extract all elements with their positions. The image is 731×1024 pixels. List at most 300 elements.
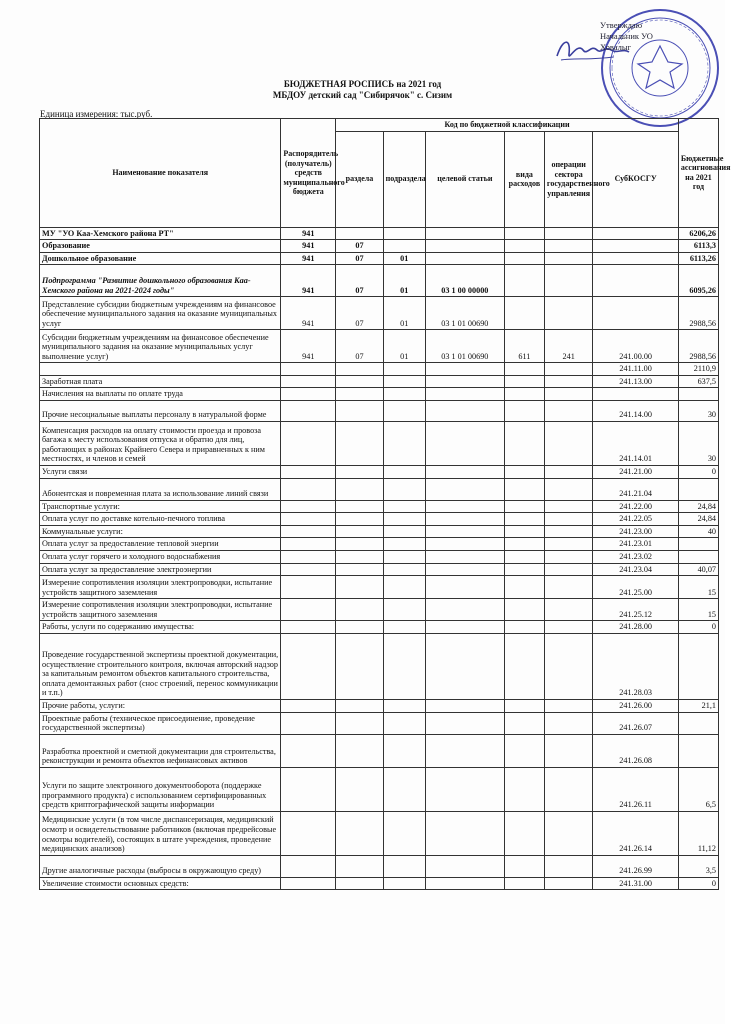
row-expense-type [504, 478, 544, 500]
row-name: Образование [40, 240, 281, 253]
row-name: МУ "УО Каа-Хемского района РТ" [40, 227, 281, 240]
row-target [425, 227, 504, 240]
row-subsection [383, 576, 425, 599]
row-amount: 3,5 [678, 855, 718, 877]
row-kosgu: 241.25.12 [593, 599, 678, 621]
row-kosgu: 241.13.00 [593, 375, 678, 388]
row-subsection [383, 700, 425, 713]
row-operation [544, 599, 592, 621]
row-name: Субсидии бюджетным учреждениям на финансовое обеспечение муниципального задания на оказание муниципальных услуг выполнение услуг) [40, 330, 281, 363]
row-manager [281, 621, 336, 634]
row-subsection [383, 375, 425, 388]
row-subsection [383, 712, 425, 734]
row-amount [678, 538, 718, 551]
row-expense-type [504, 265, 544, 297]
row-amount: 30 [678, 422, 718, 466]
row-manager: 941 [281, 240, 336, 253]
row-target [425, 811, 504, 855]
row-kosgu: 241.23.00 [593, 525, 678, 538]
row-amount: 2110,9 [678, 363, 718, 376]
row-name: Заработная плата [40, 375, 281, 388]
row-operation [544, 466, 592, 479]
row-kosgu: 241.26.08 [593, 734, 678, 767]
row-operation [544, 227, 592, 240]
row-subsection [383, 599, 425, 621]
row-amount: 2988,56 [678, 330, 718, 363]
row-target [425, 513, 504, 526]
row-kosgu: 241.23.01 [593, 538, 678, 551]
row-section [336, 811, 383, 855]
row-amount: 2988,56 [678, 297, 718, 330]
row-operation [544, 767, 592, 811]
row-expense-type [504, 525, 544, 538]
table-row [40, 551, 719, 564]
header-target: целевой статьи [425, 131, 504, 227]
row-subsection: 01 [383, 265, 425, 297]
row-manager [281, 513, 336, 526]
row-manager [281, 877, 336, 890]
row-section [336, 422, 383, 466]
table-row [40, 297, 719, 330]
row-name: Транспортные услуги: [40, 500, 281, 513]
table-row [40, 712, 719, 734]
row-kosgu: 241.26.14 [593, 811, 678, 855]
row-name: Работы, услуги по содержанию имущества: [40, 621, 281, 634]
row-subsection [383, 466, 425, 479]
row-operation [544, 855, 592, 877]
table-row [40, 599, 719, 621]
row-manager [281, 551, 336, 564]
row-name: Абонентская и повременная плата за использование линий связи [40, 478, 281, 500]
table-row [40, 401, 719, 422]
row-name: Измерение сопротивления изоляции электропроводки, испытание устройств защитного заземления [40, 599, 281, 621]
row-operation [544, 388, 592, 401]
table-row [40, 240, 719, 253]
row-operation [544, 297, 592, 330]
row-target [425, 576, 504, 599]
row-section [336, 734, 383, 767]
table-row [40, 478, 719, 500]
row-expense-type [504, 621, 544, 634]
row-target [425, 500, 504, 513]
header-section: раздела [336, 131, 383, 227]
row-name: Компенсация расходов на оплату стоимости проезда и провоза багажа к месту использования отпуска и обратно для лиц, работающих в районах Крайнего Севера и приравненных к ним местностях, и членов и семей [40, 422, 281, 466]
row-expense-type [504, 252, 544, 265]
row-kosgu: 241.23.04 [593, 563, 678, 576]
row-manager [281, 401, 336, 422]
table-row [40, 388, 719, 401]
row-operation [544, 563, 592, 576]
row-operation [544, 634, 592, 700]
row-name: Другие аналогичные расходы (выбросы в окружающую среду) [40, 855, 281, 877]
row-name: Проведение государственной экспертизы проектной документации, осуществление строительного контроля, включая авторский надзор за капитальным ремонтом объектов капитального строительства, оплата демонтажных работ (снос строений, перенос коммуникации и т.п.) [40, 634, 281, 700]
row-target [425, 538, 504, 551]
row-name: Увеличение стоимости основных средств: [40, 877, 281, 890]
row-section [336, 712, 383, 734]
header-subsection: подраздела [383, 131, 425, 227]
row-subsection [383, 388, 425, 401]
row-name: Оплата услуг за предоставление тепловой энергии [40, 538, 281, 551]
table-row [40, 330, 719, 363]
row-expense-type [504, 551, 544, 564]
row-amount: 0 [678, 466, 718, 479]
row-manager [281, 700, 336, 713]
row-subsection [383, 401, 425, 422]
row-kosgu: 241.23.02 [593, 551, 678, 564]
row-kosgu [593, 252, 678, 265]
row-section: 07 [336, 297, 383, 330]
row-section: 07 [336, 252, 383, 265]
row-operation [544, 551, 592, 564]
title-line-2: МБДОУ детский сад "Сибирячок" с. Сизим [272, 90, 453, 100]
approval-position: Начальник УО [600, 31, 653, 41]
row-section: 07 [336, 265, 383, 297]
row-target [425, 767, 504, 811]
row-target [425, 363, 504, 376]
row-name: Подпрограмма "Развитие дошкольного образования Каа-Хемского района на 2021-2024 годы" [40, 265, 281, 297]
row-section [336, 634, 383, 700]
budget-rows [40, 227, 719, 890]
row-section [336, 375, 383, 388]
row-subsection [383, 538, 425, 551]
row-subsection [383, 621, 425, 634]
row-amount: 6113,3 [678, 240, 718, 253]
row-target [425, 422, 504, 466]
row-operation [544, 375, 592, 388]
row-name: Прочие несоциальные выплаты персоналу в натуральной форме [40, 401, 281, 422]
row-section [336, 478, 383, 500]
table-row [40, 855, 719, 877]
row-kosgu: 241.14.00 [593, 401, 678, 422]
row-kosgu [593, 265, 678, 297]
row-operation [544, 252, 592, 265]
row-name: Прочие работы, услуги: [40, 700, 281, 713]
row-manager [281, 363, 336, 376]
row-manager: 941 [281, 252, 336, 265]
row-name: Оплата услуг за предоставление электроэнергии [40, 563, 281, 576]
row-kosgu: 241.28.03 [593, 634, 678, 700]
table-row [40, 563, 719, 576]
row-subsection [383, 478, 425, 500]
row-expense-type [504, 363, 544, 376]
row-kosgu [593, 388, 678, 401]
row-operation [544, 240, 592, 253]
row-amount [678, 712, 718, 734]
row-section [336, 513, 383, 526]
row-target [425, 375, 504, 388]
row-subsection [383, 634, 425, 700]
unit-of-measure: Единица измерения: тыс.руб. [40, 109, 153, 119]
row-expense-type [504, 240, 544, 253]
row-target [425, 563, 504, 576]
row-operation [544, 500, 592, 513]
row-section [336, 500, 383, 513]
row-name: Представление субсидии бюджетным учреждениям на финансовое обеспечение муниципального задания на оказание муниципальных услуг [40, 297, 281, 330]
row-expense-type [504, 538, 544, 551]
row-amount: 40 [678, 525, 718, 538]
row-name [40, 363, 281, 376]
row-target [425, 634, 504, 700]
row-amount: 24,84 [678, 500, 718, 513]
row-amount: 6113,26 [678, 252, 718, 265]
row-name: Оплата услуг горячего и холодного водоснабжения [40, 551, 281, 564]
row-name: Начисления на выплаты по оплате труда [40, 388, 281, 401]
row-kosgu: 241.31.00 [593, 877, 678, 890]
row-kosgu: 241.14.01 [593, 422, 678, 466]
row-name: Проектные работы (техническое присоединение, проведение государственной экспертизы) [40, 712, 281, 734]
table-row [40, 700, 719, 713]
row-operation [544, 422, 592, 466]
row-section [336, 401, 383, 422]
header-kosgu: СубКОСГУ [593, 131, 678, 227]
table-row [40, 634, 719, 700]
row-section [336, 700, 383, 713]
table-row [40, 767, 719, 811]
row-amount [678, 478, 718, 500]
row-operation [544, 877, 592, 890]
row-name: Дошкольное образование [40, 252, 281, 265]
row-expense-type [504, 877, 544, 890]
row-kosgu: 241.22.00 [593, 500, 678, 513]
row-expense-type [504, 297, 544, 330]
table-row [40, 538, 719, 551]
row-section [336, 363, 383, 376]
row-subsection [383, 551, 425, 564]
row-manager [281, 599, 336, 621]
row-manager: 941 [281, 227, 336, 240]
row-amount [678, 551, 718, 564]
row-manager [281, 538, 336, 551]
row-expense-type [504, 767, 544, 811]
row-expense-type [504, 634, 544, 700]
row-operation [544, 734, 592, 767]
header-name: Наименование показателя [40, 119, 281, 228]
row-expense-type [504, 599, 544, 621]
row-amount: 637,5 [678, 375, 718, 388]
row-name: Разработка проектной и сметной документации для строительства, реконструкции и ремонта объектов нефинансовых активов [40, 734, 281, 767]
row-operation: 241 [544, 330, 592, 363]
row-subsection [383, 227, 425, 240]
row-manager [281, 466, 336, 479]
row-expense-type [504, 734, 544, 767]
table-row [40, 466, 719, 479]
row-target [425, 734, 504, 767]
row-section [336, 576, 383, 599]
row-kosgu: 241.00.00 [593, 330, 678, 363]
row-target [425, 877, 504, 890]
table-row [40, 525, 719, 538]
row-expense-type [504, 563, 544, 576]
approval-signer: Ховалыг [600, 42, 632, 52]
row-expense-type [504, 401, 544, 422]
table-row [40, 375, 719, 388]
row-section [336, 563, 383, 576]
row-amount: 40,07 [678, 563, 718, 576]
row-amount [678, 634, 718, 700]
row-target [425, 621, 504, 634]
row-expense-type [504, 466, 544, 479]
table-row [40, 422, 719, 466]
row-manager: 941 [281, 297, 336, 330]
row-manager: 941 [281, 330, 336, 363]
row-manager [281, 563, 336, 576]
row-kosgu [593, 240, 678, 253]
header-expense-type: вида расходов [504, 131, 544, 227]
row-manager [281, 576, 336, 599]
table-row [40, 576, 719, 599]
row-amount: 6206,26 [678, 227, 718, 240]
row-manager [281, 855, 336, 877]
row-section [336, 227, 383, 240]
row-expense-type: 611 [504, 330, 544, 363]
row-target [425, 525, 504, 538]
row-target [425, 700, 504, 713]
row-expense-type [504, 388, 544, 401]
budget-table [39, 118, 731, 890]
table-row [40, 500, 719, 513]
row-section [336, 855, 383, 877]
row-section [336, 466, 383, 479]
row-target [425, 599, 504, 621]
row-manager [281, 478, 336, 500]
row-target [425, 551, 504, 564]
row-operation [544, 576, 592, 599]
row-manager: 941 [281, 265, 336, 297]
table-row [40, 265, 719, 297]
row-amount: 21,1 [678, 700, 718, 713]
row-subsection [383, 877, 425, 890]
row-subsection [383, 513, 425, 526]
header-operation: операции сектора государственного управления [544, 131, 592, 227]
row-section [336, 621, 383, 634]
row-operation [544, 811, 592, 855]
row-expense-type [504, 576, 544, 599]
row-amount: 15 [678, 599, 718, 621]
document-title [0, 79, 725, 101]
row-subsection [383, 422, 425, 466]
row-manager [281, 811, 336, 855]
row-operation [544, 538, 592, 551]
row-subsection [383, 500, 425, 513]
row-expense-type [504, 227, 544, 240]
row-name: Услуги по защите электронного документооборота (поддержке программного продукта) с использованием сертифицированных средств криптографической защиты информации [40, 767, 281, 811]
row-name: Измерение сопротивления изоляции электропроводки, испытание устройств защитного заземления [40, 576, 281, 599]
row-operation [544, 712, 592, 734]
row-target [425, 240, 504, 253]
row-subsection: 01 [383, 252, 425, 265]
row-amount: 0 [678, 877, 718, 890]
table-row [40, 227, 719, 240]
row-section [336, 388, 383, 401]
row-amount: 30 [678, 401, 718, 422]
row-amount: 6,5 [678, 767, 718, 811]
row-expense-type [504, 811, 544, 855]
header-allocation: Бюджетные ассигнования на 2021 год [678, 119, 718, 228]
row-operation [544, 478, 592, 500]
row-target: 03 1 01 00690 [425, 330, 504, 363]
row-operation [544, 621, 592, 634]
table-row [40, 811, 719, 855]
row-amount: 15 [678, 576, 718, 599]
table-row [40, 877, 719, 890]
row-kosgu: 241.26.00 [593, 700, 678, 713]
row-section [336, 877, 383, 890]
row-target: 03 1 00 00000 [425, 265, 504, 297]
row-name: Услуги связи [40, 466, 281, 479]
row-target [425, 401, 504, 422]
row-expense-type [504, 700, 544, 713]
row-amount: 24,84 [678, 513, 718, 526]
row-kosgu [593, 227, 678, 240]
row-amount: 6095,26 [678, 265, 718, 297]
row-subsection: 01 [383, 297, 425, 330]
row-target [425, 478, 504, 500]
approval-block [600, 20, 720, 53]
row-kosgu: 241.28.00 [593, 621, 678, 634]
row-kosgu: 241.26.11 [593, 767, 678, 811]
row-expense-type [504, 712, 544, 734]
row-operation [544, 363, 592, 376]
row-section: 07 [336, 330, 383, 363]
row-amount [678, 388, 718, 401]
row-manager [281, 712, 336, 734]
row-amount [678, 734, 718, 767]
row-section [336, 525, 383, 538]
header-codes: Код по бюджетной классификации [336, 119, 679, 132]
row-expense-type [504, 855, 544, 877]
row-manager [281, 500, 336, 513]
row-subsection [383, 525, 425, 538]
row-subsection [383, 811, 425, 855]
row-subsection [383, 363, 425, 376]
row-kosgu: 241.11.00 [593, 363, 678, 376]
header-manager: Распорядитель (получатель) средств муниципального бюджета [281, 119, 336, 228]
row-section [336, 551, 383, 564]
row-kosgu: 241.21.00 [593, 466, 678, 479]
row-target [425, 388, 504, 401]
row-manager [281, 422, 336, 466]
table-row [40, 513, 719, 526]
row-subsection [383, 240, 425, 253]
table-row [40, 734, 719, 767]
row-target [425, 712, 504, 734]
row-kosgu [593, 297, 678, 330]
row-kosgu: 241.26.07 [593, 712, 678, 734]
row-amount: 0 [678, 621, 718, 634]
title-line-1: БЮДЖЕТНАЯ РОСПИСЬ на 2021 год [283, 79, 442, 89]
row-name: Коммунальные услуги: [40, 525, 281, 538]
row-operation [544, 401, 592, 422]
row-target: 03 1 01 00690 [425, 297, 504, 330]
row-expense-type [504, 375, 544, 388]
row-expense-type [504, 500, 544, 513]
row-operation [544, 265, 592, 297]
row-target [425, 252, 504, 265]
row-manager [281, 767, 336, 811]
row-manager [281, 375, 336, 388]
table-row [40, 252, 719, 265]
table-row [40, 621, 719, 634]
row-kosgu: 241.25.00 [593, 576, 678, 599]
row-subsection [383, 767, 425, 811]
row-expense-type [504, 422, 544, 466]
row-subsection [383, 855, 425, 877]
row-operation [544, 525, 592, 538]
row-kosgu: 241.26.99 [593, 855, 678, 877]
row-kosgu: 241.21.04 [593, 478, 678, 500]
row-section [336, 599, 383, 621]
row-section: 07 [336, 240, 383, 253]
